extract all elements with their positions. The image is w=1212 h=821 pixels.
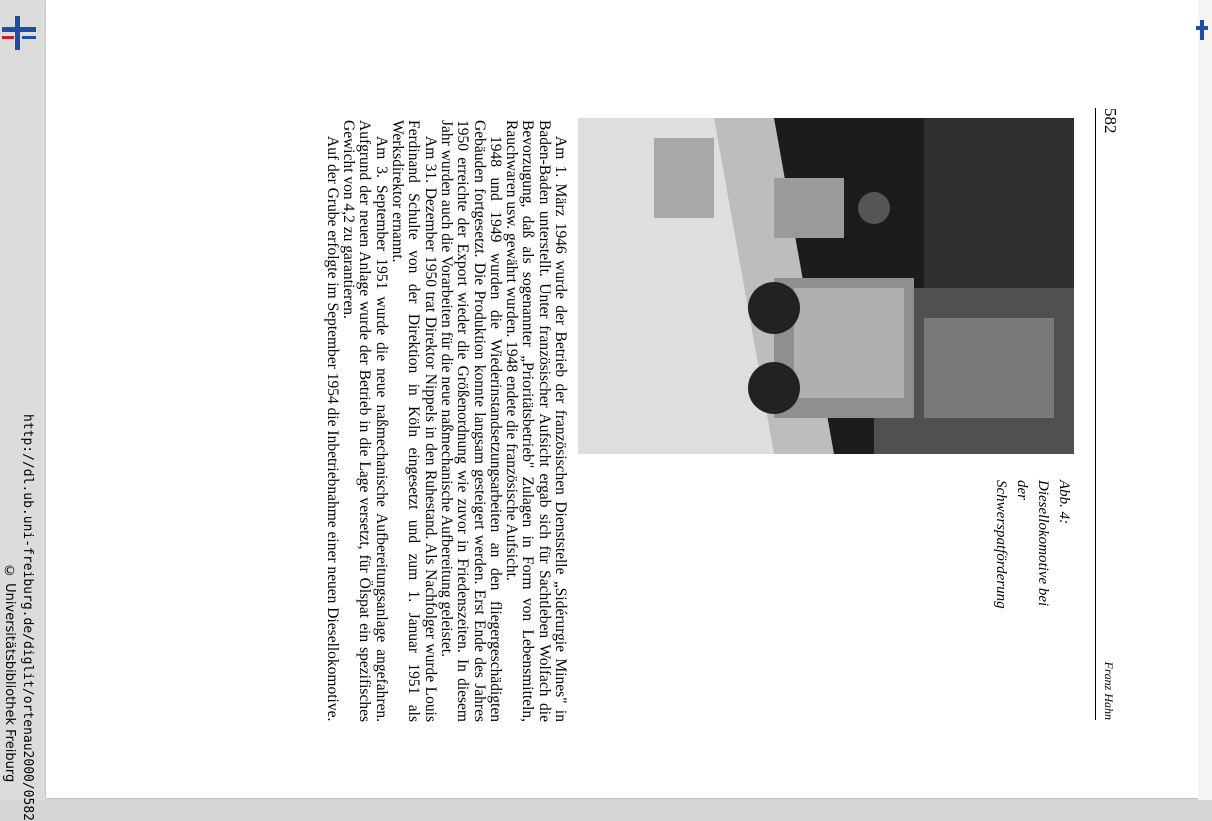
viewer-right-margin bbox=[1198, 0, 1212, 800]
library-logo-icon-right bbox=[1196, 20, 1208, 40]
body-paragraph: Am 1. März 1946 wurde der Betrieb der französischen Dienststelle „Sidérurgie Mines" in Baden-Baden unterstellt. Unter französischer Aufsicht ergab sich für Sachtleben Wolfach die Bevorzugung, daß als sogenannter „Prioritätsbetrieb" Zulagen in Form von Lebensmitteln, Rauchwaren usw. gewährt wurden. 1948 endete die französische Aufsicht. bbox=[503, 120, 569, 722]
running-header bbox=[1095, 108, 1120, 720]
rotated-page-content bbox=[20, 8, 1120, 728]
article-body bbox=[324, 120, 568, 722]
page-number: 582 bbox=[1101, 108, 1120, 134]
figure-caption: Abb. 4: Diesellokomotive bei der Schwerspatförderung bbox=[993, 480, 1072, 609]
body-paragraph: Am 3. September 1951 wurde die neue naßmechanische Aufbereitungsanlage angefahren. Aufgrund der neuen Anlage wurde der Betrieb in die Lage versetzt, für Ölspat ein spezifisches Gewicht von 4,2 zu garantieren. bbox=[340, 120, 390, 722]
body-paragraph: Am 31. Dezember 1950 trat Direktor Nippels in den Ruhestand. Als Nachfolger wurde Louis Ferdinand Schulte von der Direktion in Köln eingesetzt und zum 1. Januar 1951 als Werksdirektor ernannt. bbox=[389, 120, 439, 722]
locomotive-photo bbox=[578, 118, 1074, 454]
running-author: Franz Hahn bbox=[1102, 661, 1116, 720]
body-paragraph: Auf der Grube erfolgte im September 1954 die Inbetriebnahme einer neuen Diesellokomotive. bbox=[323, 136, 341, 722]
body-paragraph: 1948 und 1949 wurden die Wiederinstandsetzungsarbeiten an den fliegergeschädigten Gebäuden fortgesetzt. Die Produktion konnte langsam gesteigert werden. Erst Ende des Jahres 1950 erreichte der Export wieder die Größenordnung wie zuvor in Friedenszeiten. In diesem Jahr wurden auch die Vorarbeiten für die neue naßmechanische Aufbereitung geleistet. bbox=[437, 120, 504, 722]
copyright-notice: © Universitätsbibliothek Freiburg bbox=[2, 564, 17, 783]
source-url[interactable]: http://dl.ub.uni-freiburg.de/diglit/ortenau2000/0582 bbox=[20, 414, 35, 821]
